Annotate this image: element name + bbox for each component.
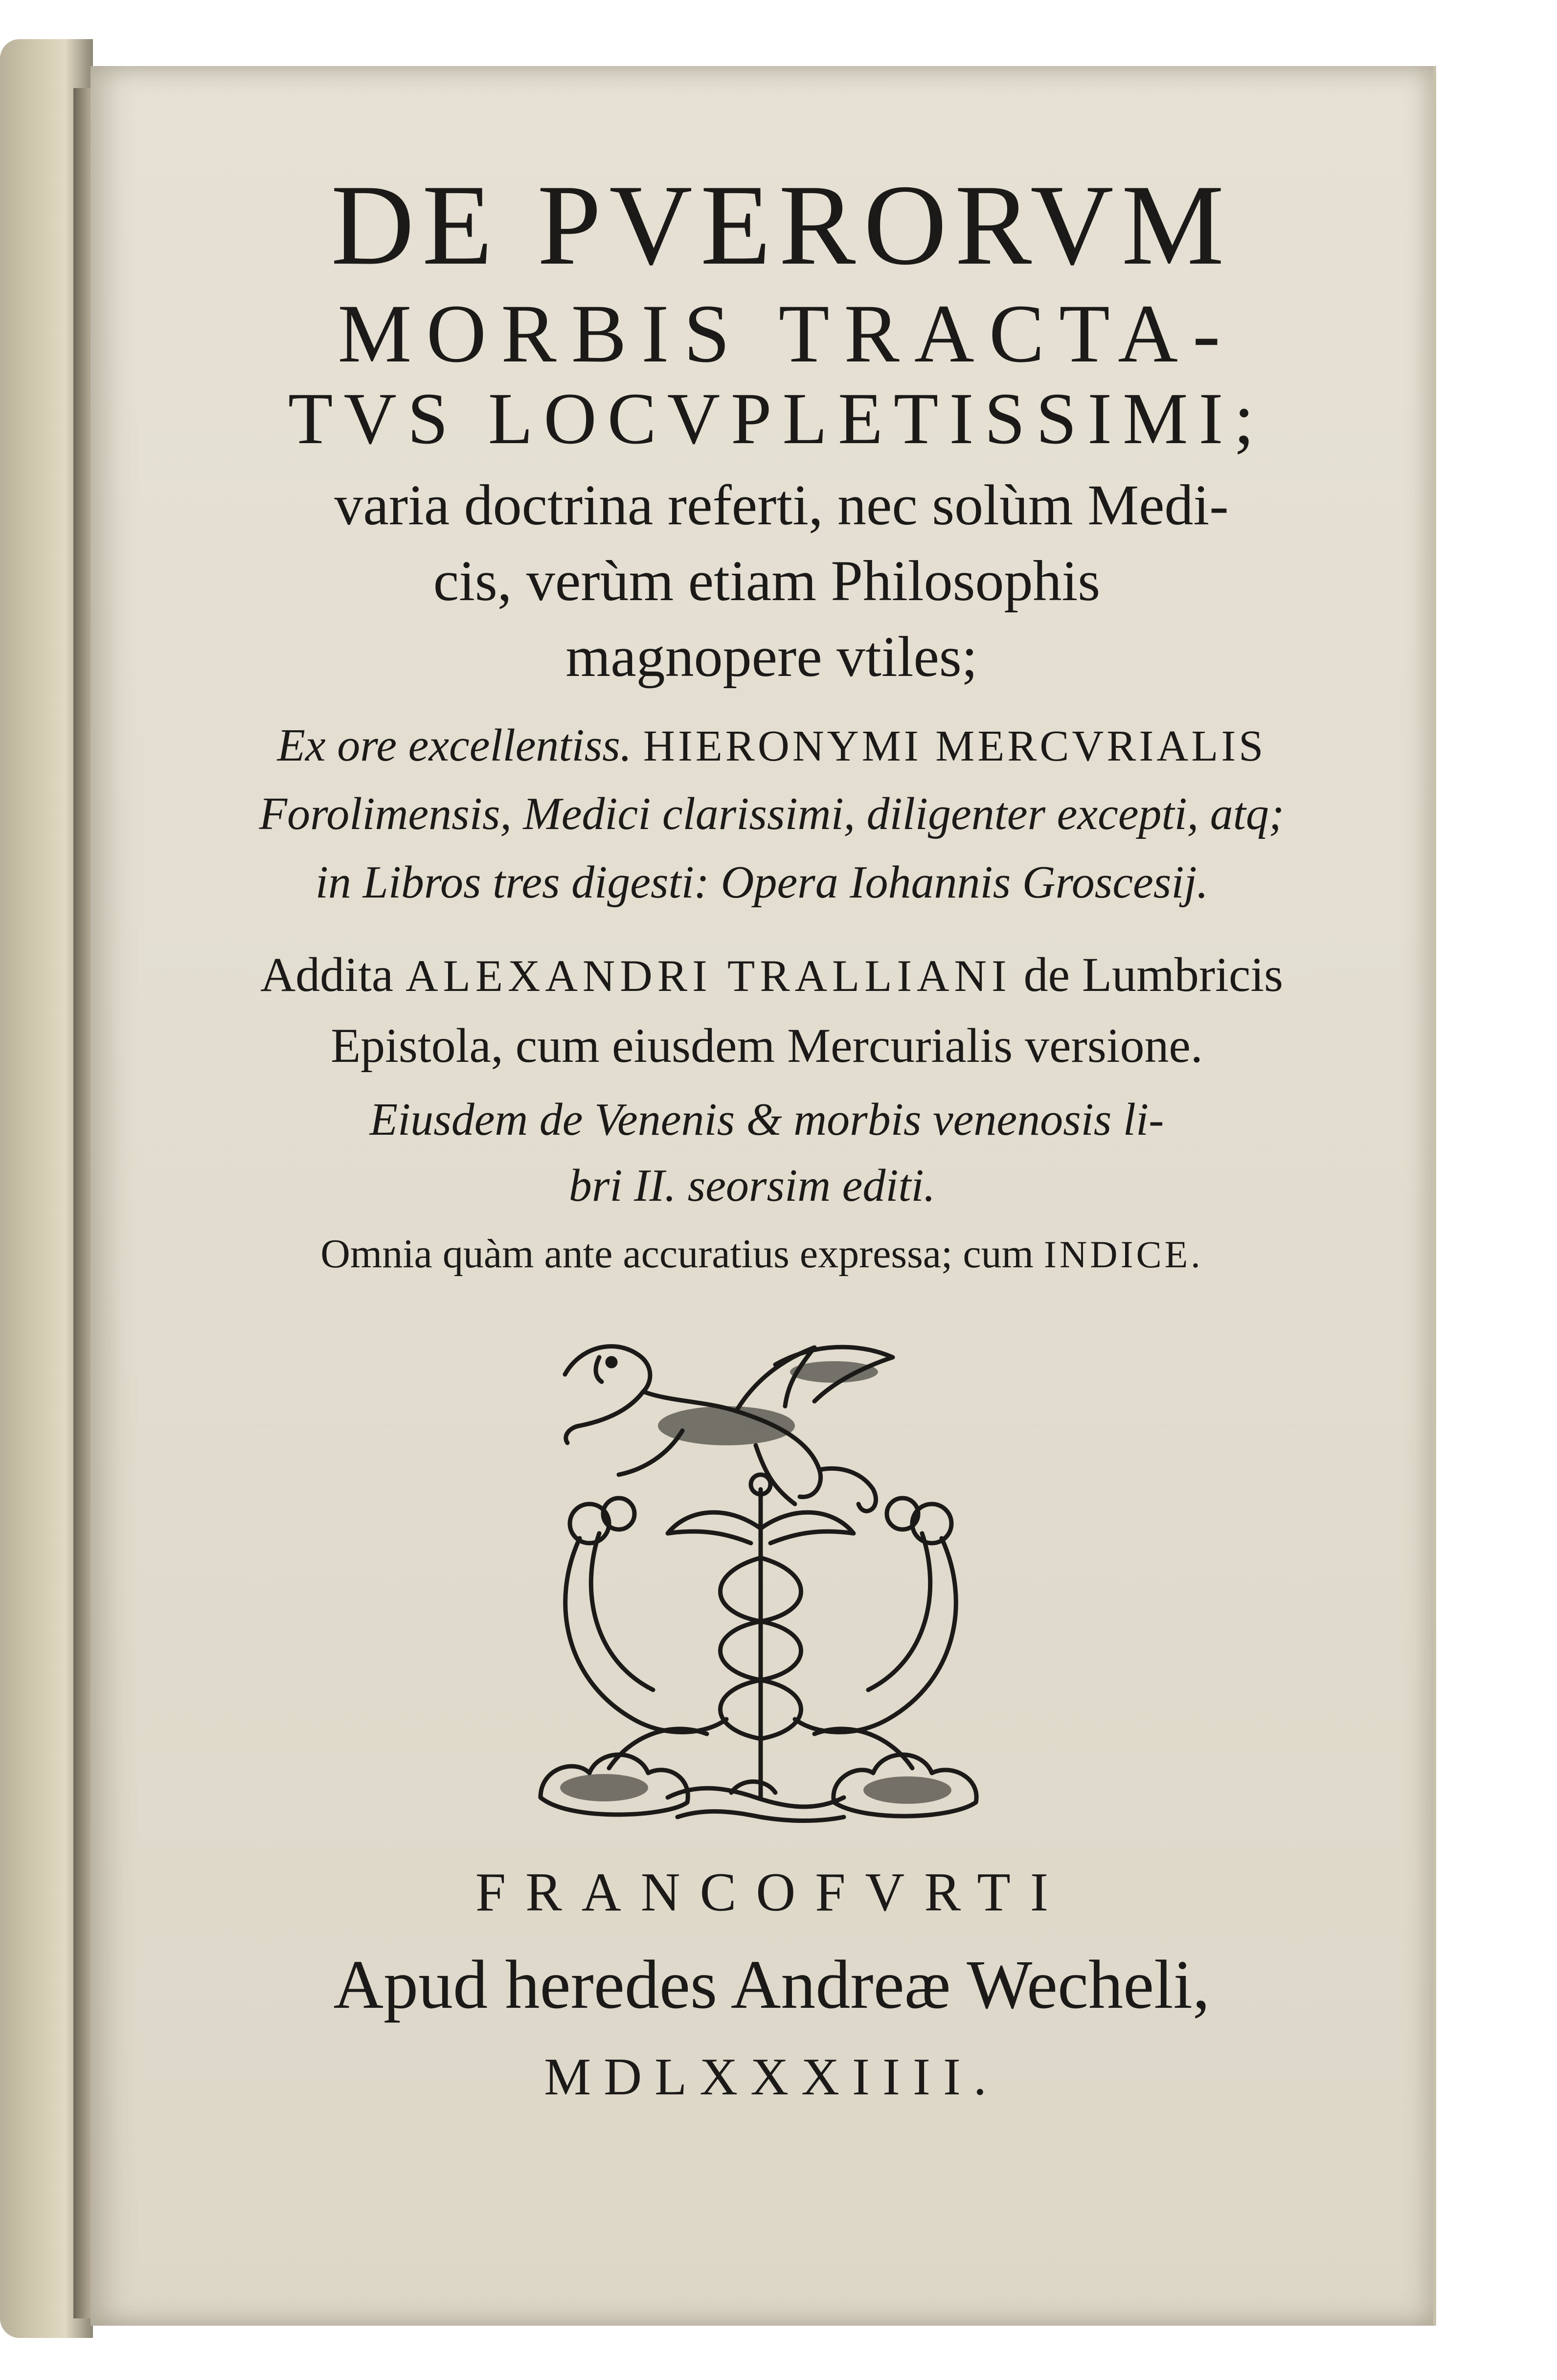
description-line-2: cis, verùm etiam Philosophis [433,549,1101,613]
title-line-1: DE PVERORVM [331,161,1232,289]
author-line-2: Forolimensis, Medici clarissimi, diligenter excepti, atq; [259,788,1285,839]
omnia-text: Omnia quàm ante accuratius expressa; cum [320,1231,1034,1277]
venenis-line-1: Eiusdem de Venenis & morbis venenosis li- [369,1094,1164,1145]
addenda-prefix: Addita [260,947,394,1002]
venenis-line-2: bri II. seorsim editi. [568,1160,936,1211]
addenda-line-2: Epistola, cum eiusdem Mercurialis versione. [331,1018,1203,1073]
author-line-3: in Libros tres digesti: Opera Iohannis Groscesij. [315,857,1209,908]
title-line-3: TVS LOCVPLETISSIMI; [288,378,1265,459]
addenda-line-1 [100,946,1443,1003]
author-line-1 [100,719,1443,772]
author-prefix: Ex ore excellentiss. [277,720,632,771]
imprint-printer: Apud heredes Andreæ Wecheli, [333,1946,1210,2023]
description-line-1: varia doctrina referti, nec solùm Medi- [334,473,1229,537]
addenda-subject: de Lumbricis [1023,947,1284,1002]
pegasus-caduceus-device-icon [521,1328,1000,1841]
addenda-author: ALEXANDRI TRALLIANI [406,951,1012,1001]
title-page [90,66,1436,2326]
imprint-place: FRANCOFVRTI [475,1862,1068,1923]
omnia-index: INDICE. [1044,1233,1203,1276]
description-line-3: magnopere vtiles; [565,625,978,689]
imprint-year: MDLXXXIIII. [544,2048,999,2106]
omnia-line [90,1230,1433,1278]
author-name: HIERONYMI MERCVRIALIS [643,722,1266,770]
title-line-2: MORBIS TRACTA- [338,288,1235,380]
